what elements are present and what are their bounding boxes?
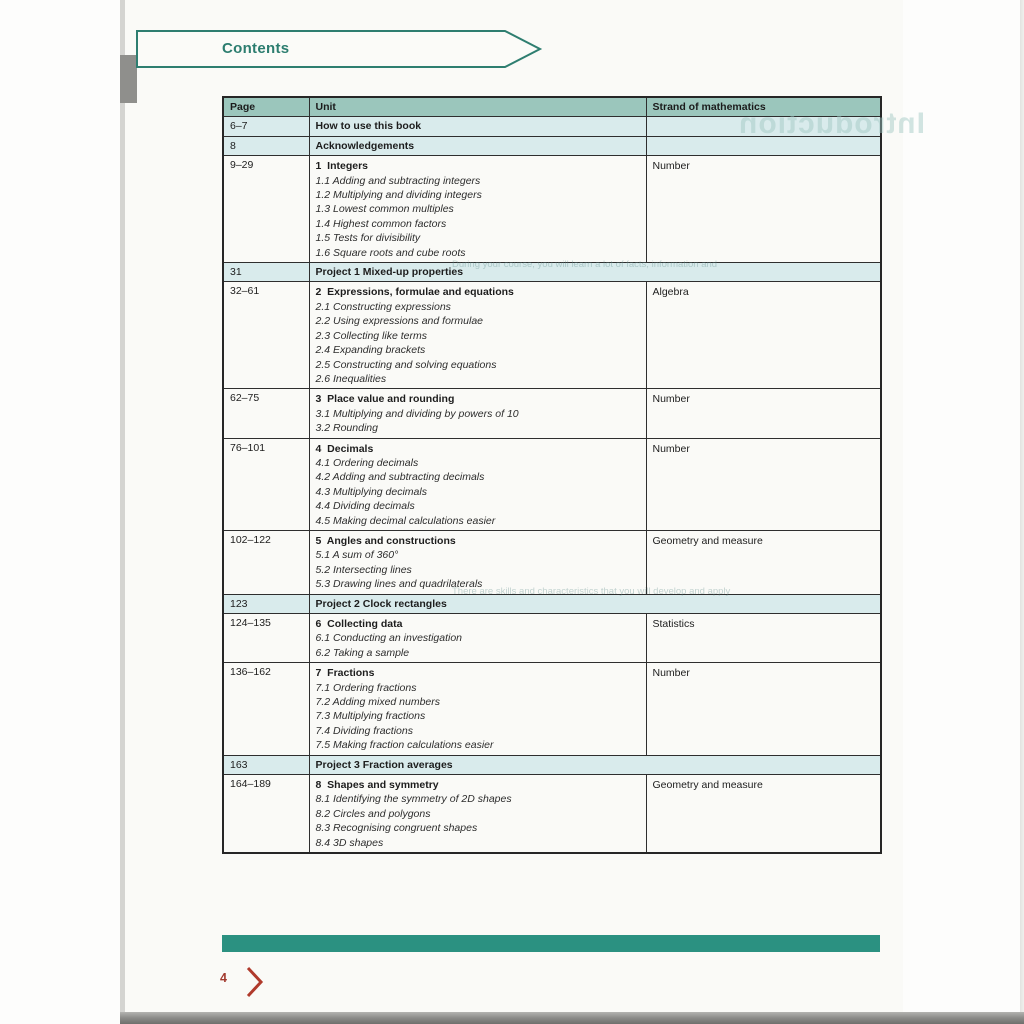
column-header-unit: Unit [309,97,646,117]
toc-page-range: 124–135 [223,614,309,663]
toc-section-title: How to use this book [309,117,646,136]
toc-subsection: 1.6 Square roots and cube roots [315,246,466,259]
table-of-contents [222,96,882,854]
toc-subsection: 2.5 Constructing and solving equations [315,358,497,371]
toc-subsection: 6.2 Taking a sample [315,646,410,659]
toc-page-range: 62–75 [223,389,309,438]
toc-unit-cell [309,438,646,530]
toc-subsection: 7.5 Making fraction calculations easier [315,739,494,752]
toc-unit-cell [309,663,646,755]
toc-unit-title: 5 Angles and constructions [315,534,456,547]
toc-subsection: 7.3 Multiplying fractions [315,710,426,723]
toc-subsection: 3.2 Rounding [315,422,378,435]
toc-subsection: 1.3 Lowest common multiples [315,203,454,216]
toc-row [223,530,881,594]
toc-subsection: 4.4 Dividing decimals [315,500,415,513]
toc-strand: Geometry and measure [646,775,881,854]
toc-strand: Number [646,663,881,755]
toc-subsection: 1.4 Highest common factors [315,217,447,230]
toc-row [223,614,881,663]
page-edge-shadow [1020,0,1024,1012]
toc-page-range: 9–29 [223,156,309,263]
toc-unit-title: 3 Place value and rounding [315,393,455,406]
footer-accent-bar [222,935,880,952]
toc-unit-cell [309,614,646,663]
toc-subsection: 2.1 Constructing expressions [315,300,451,313]
toc-row [223,282,881,389]
scan-bottom-edge [120,1012,1024,1024]
toc-strand-empty [646,117,881,136]
toc-unit-title: 8 Shapes and symmetry [315,779,439,792]
toc-row [223,263,881,282]
toc-page-range: 31 [223,263,309,282]
toc-strand-empty [646,136,881,155]
toc-subsection: 2.2 Using expressions and formulae [315,315,484,328]
showthrough-ghost-line: There are skills and characteristics that you will develop and apply [452,586,731,597]
toc-subsection: 5.2 Intersecting lines [315,563,412,576]
column-header-strand: Strand of mathematics [646,97,881,117]
toc-row [223,117,881,136]
toc-unit-cell [309,282,646,389]
page-number: 4 [220,971,227,985]
toc-row [223,775,881,854]
toc-subsection: 1.1 Adding and subtracting integers [315,174,481,187]
toc-subsection: 1.2 Multiplying and dividing integers [315,189,482,202]
toc-strand: Algebra [646,282,881,389]
toc-subsection: 8.4 3D shapes [315,836,384,849]
toc-page-range: 8 [223,136,309,155]
toc-strand: Statistics [646,614,881,663]
toc-page-range: 102–122 [223,530,309,594]
toc-unit-title: 1 Integers [315,160,369,173]
toc-unit-cell [309,775,646,854]
toc-page-range: 76–101 [223,438,309,530]
column-header-page: Page [223,97,309,117]
toc-strand: Number [646,389,881,438]
binding-edge-shadow [120,0,125,1012]
toc-unit-cell [309,389,646,438]
toc-page-range: 123 [223,594,309,613]
showthrough-ghost-line: During your course, you will learn a lot of facts, information and [452,259,718,270]
toc-row [223,438,881,530]
toc-subsection: 2.4 Expanding brackets [315,344,426,357]
toc-unit-title: 2 Expressions, formulae and equations [315,286,514,299]
toc-strand: Number [646,156,881,263]
toc-subsection: 8.3 Recognising congruent shapes [315,822,478,835]
toc-row [223,389,881,438]
toc-subsection: 6.1 Conducting an investigation [315,632,463,645]
toc-subsection: 2.6 Inequalities [315,372,387,385]
toc-subsection: 3.1 Multiplying and dividing by powers of 10 [315,407,519,420]
toc-project-title: Project 1 Mixed-up properties [309,263,881,282]
toc-subsection: 1.5 Tests for divisibility [315,232,421,245]
binding-edge-dark-segment [120,55,137,103]
toc-unit-title: 6 Collecting data [315,618,403,630]
toc-subsection: 4.3 Multiplying decimals [315,485,427,498]
showthrough-ghost-title: Introduction [738,107,925,140]
toc-subsection: 8.2 Circles and polygons [315,807,431,820]
toc-page-range: 32–61 [223,282,309,389]
toc-subsection: 5.3 Drawing lines and quadrilaterals [315,578,483,591]
toc-page-range: 6–7 [223,117,309,136]
toc-subsection: 5.1 A sum of 360° [315,549,399,562]
toc-subsection: 2.3 Collecting like terms [315,329,427,342]
page-title: Contents [222,40,290,57]
toc-row [223,136,881,155]
toc-unit-cell [309,530,646,594]
toc-subsection: 4.2 Adding and subtracting decimals [315,471,485,484]
toc-subsection: 8.1 Identifying the symmetry of 2D shapes [315,793,512,806]
contents-banner-arrow [136,29,544,69]
toc-subsection: 4.1 Ordering decimals [315,456,419,469]
chevron-right-icon [244,963,266,1001]
toc-row [223,156,881,263]
toc-subsection: 7.4 Dividing fractions [315,724,413,737]
toc-header-row [223,97,881,117]
toc-unit-cell [309,156,646,263]
toc-page-range: 164–189 [223,775,309,854]
toc-strand: Number [646,438,881,530]
toc-subsection: 7.2 Adding mixed numbers [315,696,441,709]
scanned-book-page [120,0,925,1012]
toc-page-range: 163 [223,755,309,774]
toc-project-title: Project 3 Fraction averages [309,755,881,774]
toc-subsection: 4.5 Making decimal calculations easier [315,514,496,527]
toc-unit-title: 7 Fractions [315,667,375,680]
toc-row [223,594,881,613]
toc-section-title: Acknowledgements [309,136,646,155]
toc-subsection: 7.1 Ordering fractions [315,681,417,694]
toc-project-title: Project 2 Clock rectangles [309,594,881,613]
toc-row [223,663,881,755]
toc-unit-title: 4 Decimals [315,442,374,455]
toc-strand: Geometry and measure [646,530,881,594]
toc-page-range: 136–162 [223,663,309,755]
toc-row [223,755,881,774]
